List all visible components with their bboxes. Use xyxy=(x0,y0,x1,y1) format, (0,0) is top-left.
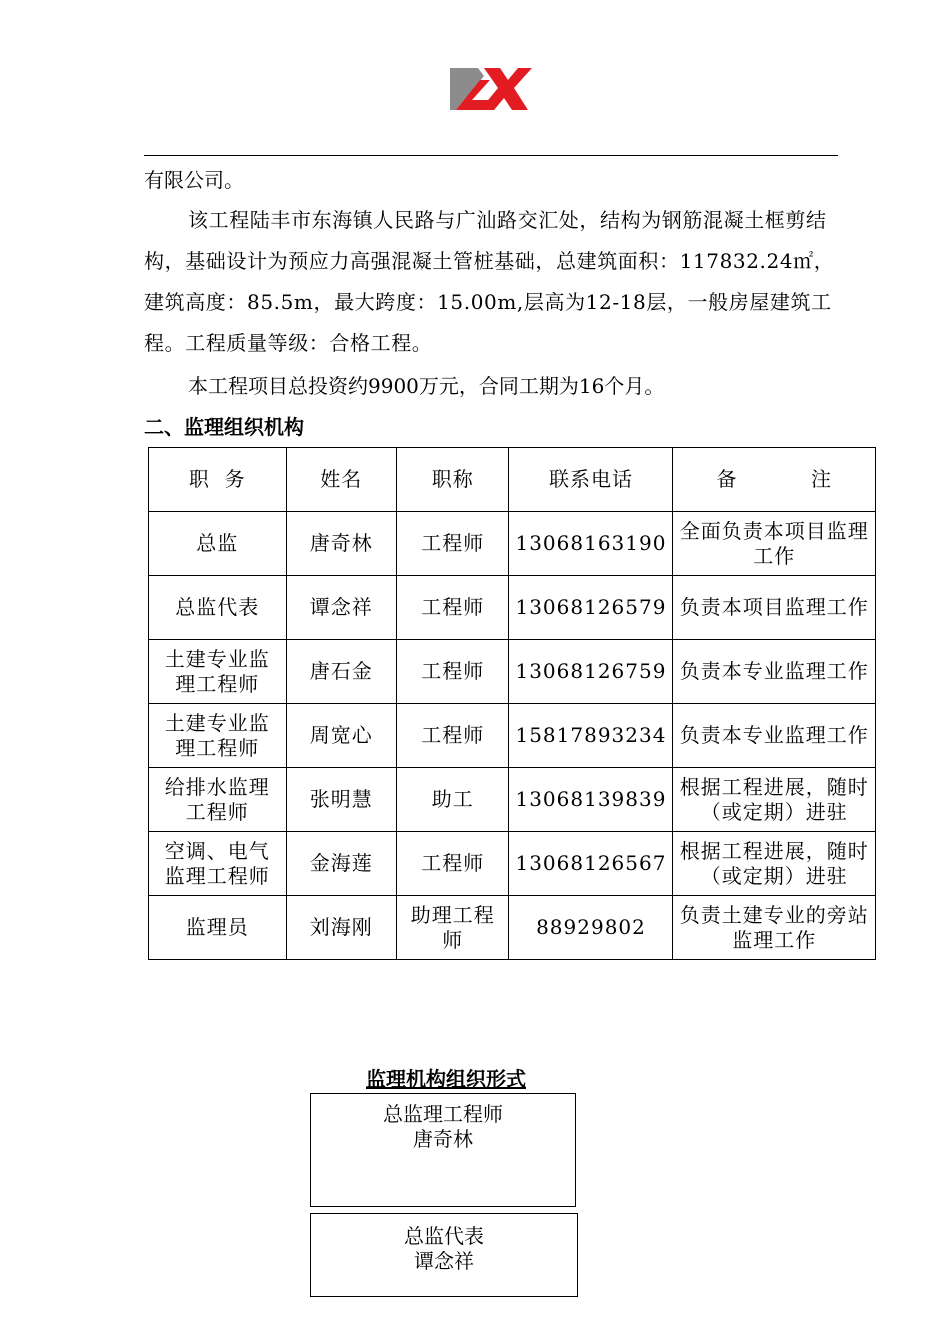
cell-title: 工程师 xyxy=(397,512,509,576)
cell-name: 唐石金 xyxy=(286,640,396,704)
org-box-name: 唐奇林 xyxy=(413,1127,473,1151)
cell-remarks: 负责本项目监理工作 xyxy=(673,576,876,640)
org-box-name: 谭念祥 xyxy=(414,1249,474,1273)
cell-title: 工程师 xyxy=(397,704,509,768)
cell-position: 空调、电气监理工程师 xyxy=(149,832,287,896)
table-header-row xyxy=(149,448,876,512)
lx-logo-icon xyxy=(450,66,532,112)
org-box-deputy-supervisor xyxy=(310,1213,578,1297)
cell-title: 工程师 xyxy=(397,640,509,704)
cell-name: 谭念祥 xyxy=(286,576,396,640)
table-row xyxy=(149,640,876,704)
section-heading: 二、监理组织机构 xyxy=(144,415,304,439)
cell-phone: 13068126579 xyxy=(509,576,673,640)
cell-title: 工程师 xyxy=(397,576,509,640)
cell-position: 总监代表 xyxy=(149,576,287,640)
org-box-role: 总监代表 xyxy=(404,1224,484,1248)
header-name: 姓名 xyxy=(286,448,396,512)
header-remarks: 备 注 xyxy=(673,448,876,512)
header-phone: 联系电话 xyxy=(509,448,673,512)
header-rule xyxy=(144,155,838,156)
cell-name: 张明慧 xyxy=(286,768,396,832)
cell-name: 金海莲 xyxy=(286,832,396,896)
org-box-role: 总监理工程师 xyxy=(383,1102,503,1126)
cell-position: 监理员 xyxy=(149,896,287,960)
cell-phone: 13068126759 xyxy=(509,640,673,704)
cell-name: 刘海刚 xyxy=(286,896,396,960)
cell-position: 土建专业监理工程师 xyxy=(149,640,287,704)
table-row xyxy=(149,704,876,768)
cell-title: 工程师 xyxy=(397,832,509,896)
staff-table xyxy=(148,447,876,960)
cell-phone: 13068139839 xyxy=(509,768,673,832)
paragraph-continuation: 有限公司。 xyxy=(144,168,244,192)
table-row xyxy=(149,768,876,832)
cell-title: 助工 xyxy=(397,768,509,832)
company-logo xyxy=(450,66,532,112)
cell-position: 土建专业监理工程师 xyxy=(149,704,287,768)
cell-remarks: 负责土建专业的旁站监理工作 xyxy=(673,896,876,960)
paragraph-project-description: 该工程陆丰市东海镇人民路与广汕路交汇处，结构为钢筋混凝土框剪结构，基础设计为预应力高强混凝土管桩基础，总建筑面积：117832.24㎡，建筑高度：85.5m，最大跨度：15.00m,层高为12-18层，一般房屋建筑工程。工程质量等级：合格工程。 xyxy=(144,208,835,355)
cell-remarks: 负责本专业监理工作 xyxy=(673,704,876,768)
cell-phone: 13068163190 xyxy=(509,512,673,576)
org-box-chief-supervisor xyxy=(310,1093,576,1207)
cell-name: 周宽心 xyxy=(286,704,396,768)
cell-phone: 88929802 xyxy=(509,896,673,960)
cell-phone: 15817893234 xyxy=(509,704,673,768)
header-title: 职称 xyxy=(397,448,509,512)
cell-position: 总监 xyxy=(149,512,287,576)
cell-title: 助理工程师 xyxy=(397,896,509,960)
table-row xyxy=(149,512,876,576)
paragraph-investment: 本工程项目总投资约9900万元，合同工期为16个月。 xyxy=(188,374,665,398)
header-position: 职 务 xyxy=(149,448,287,512)
cell-remarks: 根据工程进展，随时（或定期）进驻 xyxy=(673,832,876,896)
cell-remarks: 全面负责本项目监理工作 xyxy=(673,512,876,576)
table-row xyxy=(149,576,876,640)
cell-name: 唐奇林 xyxy=(286,512,396,576)
org-chart-title: 监理机构组织形式 xyxy=(366,1067,526,1091)
cell-position: 给排水监理工程师 xyxy=(149,768,287,832)
cell-phone: 13068126567 xyxy=(509,832,673,896)
cell-remarks: 根据工程进展，随时（或定期）进驻 xyxy=(673,768,876,832)
table-row xyxy=(149,896,876,960)
table-row xyxy=(149,832,876,896)
cell-remarks: 负责本专业监理工作 xyxy=(673,640,876,704)
